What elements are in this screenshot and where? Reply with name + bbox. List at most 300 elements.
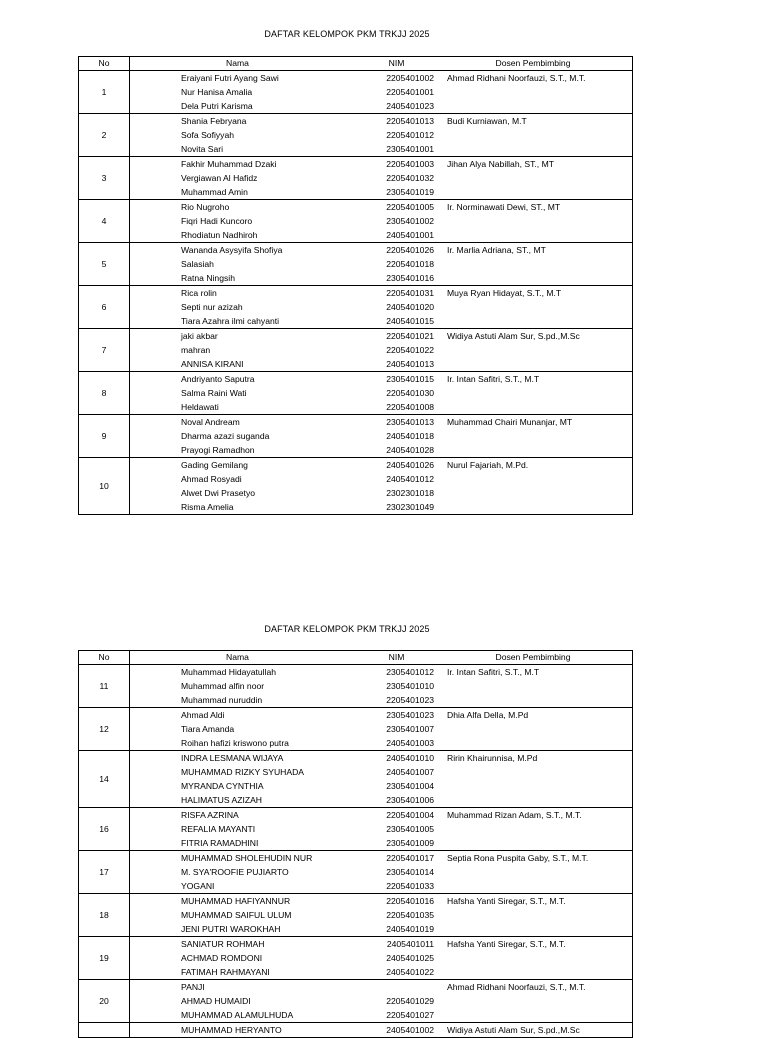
member-name — [130, 822, 346, 836]
member-nim: 2305401019 — [345, 185, 434, 200]
member-name — [130, 300, 346, 314]
table-row — [79, 214, 633, 228]
member-name-text: Vergiawan Al Hafidz — [181, 173, 258, 183]
member-name-text: HALIMATUS AZIZAH — [181, 795, 263, 805]
table-row — [79, 836, 633, 851]
member-name-text: Muhammad alfin noor — [181, 681, 265, 691]
table-row — [79, 372, 633, 387]
table-row — [79, 343, 633, 357]
member-nim: 2405401015 — [345, 314, 434, 329]
member-nim: 2305401015 — [386, 374, 434, 384]
member-nim: 2305401004 — [386, 781, 434, 791]
table-row — [79, 665, 633, 680]
table-row — [79, 865, 633, 879]
supervisor-cell-empty — [434, 214, 633, 228]
member-name — [130, 736, 346, 751]
member-name-text: PANJI — [181, 982, 205, 992]
member-name — [130, 879, 346, 894]
member-name — [130, 708, 346, 723]
table-row — [79, 329, 633, 344]
member-nim: 2205401017 — [386, 853, 434, 863]
member-nim: 2405401013 — [345, 357, 434, 372]
member-name — [130, 142, 346, 157]
member-nim: 2305401023 — [386, 710, 434, 720]
member-nim: 2305401007 — [386, 724, 434, 734]
table-row — [79, 400, 633, 415]
group-number: 17 — [79, 851, 130, 894]
table-row — [79, 486, 633, 500]
member-name-text: MUHAMMAD HAFIYANNUR — [181, 896, 291, 906]
group-number: 5 — [79, 243, 130, 286]
member-nim: 2405401026 — [386, 460, 434, 470]
member-nim: 2305401012 — [386, 667, 434, 677]
table-row — [79, 500, 633, 515]
member-nim: 2405401023 — [345, 99, 434, 114]
member-name — [130, 836, 346, 851]
member-nim: 2205401013 — [386, 116, 434, 126]
header-no: No — [79, 57, 130, 71]
member-name-text: Rhodiatun Nadhiroh — [181, 230, 258, 240]
supervisor-cell-empty — [434, 85, 633, 99]
member-name-text: MUHAMMAD SHOLEHUDIN NUR — [181, 853, 313, 863]
table-row — [79, 286, 633, 301]
group-number — [79, 1023, 130, 1038]
table-row — [79, 114, 633, 129]
supervisor-cell-empty — [434, 908, 633, 922]
table-row — [79, 851, 633, 866]
member-name — [130, 357, 346, 372]
member-name-text: Wananda Asysyifa Shofiya — [181, 245, 283, 255]
member-nim: 2205401002 — [386, 73, 434, 83]
member-nim: 2205401035 — [386, 910, 434, 920]
table-row — [79, 808, 633, 823]
supervisor-cell-empty — [434, 128, 633, 142]
table-row — [79, 243, 633, 258]
member-name-text: AHMAD HUMAIDI — [181, 996, 251, 1006]
member-name-text: Dela Putri Karisma — [181, 101, 253, 111]
member-name — [130, 372, 346, 387]
group-number: 18 — [79, 894, 130, 937]
member-name — [130, 271, 346, 286]
table-row — [79, 922, 633, 937]
member-name-text: ANNISA KIRANI — [181, 359, 244, 369]
member-name-text: ACHMAD ROMDONI — [181, 953, 263, 963]
supervisor-cell-empty — [434, 779, 633, 793]
group-number: 16 — [79, 808, 130, 851]
supervisor-name: Ir. Intan Safitri, S.T., M.T — [434, 665, 633, 680]
member-name — [130, 114, 346, 129]
member-nim: 2305401010 — [386, 681, 434, 691]
member-name-text: Tiara Amanda — [181, 724, 235, 734]
member-name — [130, 171, 346, 185]
member-nim: 2302301049 — [345, 500, 434, 515]
member-nim: 2405401011 — [386, 939, 434, 949]
member-nim: 2205401033 — [345, 879, 434, 894]
member-name-text: Andriyanto Saputra — [181, 374, 255, 384]
header-nama: Nama — [130, 651, 346, 665]
member-name-text: YOGANI — [181, 881, 215, 891]
member-nim: 2305401001 — [345, 142, 434, 157]
member-name — [130, 243, 346, 258]
member-name — [130, 693, 346, 708]
member-name-text: FITRIA RAMADHINI — [181, 838, 259, 848]
supervisor-name: Muhammad Rizan Adam, S.T., M.T. — [434, 808, 633, 823]
supervisor-cell-empty — [434, 793, 633, 808]
member-name-text: Rio Nugroho — [181, 202, 230, 212]
member-nim: 2302301018 — [386, 488, 434, 498]
table-row — [79, 765, 633, 779]
member-nim: 2405401007 — [386, 767, 434, 777]
member-name-text: SANIATUR ROHMAH — [181, 939, 265, 949]
member-name — [130, 965, 346, 980]
supervisor-cell-empty — [434, 822, 633, 836]
member-name-text: Ahmad Rosyadi — [181, 474, 242, 484]
supervisor-cell-empty — [434, 765, 633, 779]
table-header-row — [79, 651, 633, 665]
supervisor-cell-empty — [434, 994, 633, 1008]
table-row — [79, 965, 633, 980]
supervisor-cell-empty — [434, 343, 633, 357]
supervisor-cell-empty — [434, 922, 633, 937]
member-name — [130, 1008, 346, 1023]
supervisor-cell-empty — [434, 429, 633, 443]
supervisor-name: Hafsha Yanti Siregar, S.T., M.T. — [434, 937, 633, 952]
member-nim: 2405401019 — [345, 922, 434, 937]
table-row — [79, 458, 633, 473]
table-row — [79, 980, 633, 995]
member-name-text: Prayogi Ramadhon — [181, 445, 255, 455]
table-row — [79, 228, 633, 243]
table-row — [79, 1023, 633, 1038]
table-1-title: DAFTAR KELOMPOK PKM TRKJJ 2025 — [264, 29, 430, 39]
supervisor-cell-empty — [434, 951, 633, 965]
supervisor-cell-empty — [434, 722, 633, 736]
table-row — [79, 679, 633, 693]
supervisor-cell-empty — [434, 386, 633, 400]
header-nama: Nama — [130, 57, 346, 71]
member-nim: 2205401012 — [386, 130, 434, 140]
table-row — [79, 736, 633, 751]
group-number: 9 — [79, 415, 130, 458]
table-2-section — [78, 650, 616, 1038]
table-row — [79, 708, 633, 723]
table-row — [79, 693, 633, 708]
supervisor-name: Ahmad Ridhani Noorfauzi, S.T., M.T. — [434, 980, 633, 995]
supervisor-cell-empty — [434, 271, 633, 286]
table-row — [79, 894, 633, 909]
member-name — [130, 980, 346, 995]
table-row — [79, 415, 633, 430]
table-row — [79, 793, 633, 808]
member-name — [130, 865, 346, 879]
member-nim: 2205401004 — [386, 810, 434, 820]
supervisor-cell-empty — [434, 257, 633, 271]
member-name-text: Tiara Azahra ilmi cahyanti — [181, 316, 280, 326]
supervisor-name: Ir. Marlia Adriana, ST., MT — [434, 243, 633, 258]
member-name — [130, 71, 346, 86]
supervisor-name: Dhia Alfa Della, M.Pd — [434, 708, 633, 723]
group-number: 7 — [79, 329, 130, 372]
member-name — [130, 922, 346, 937]
member-name-text: Salma Raini Wati — [181, 388, 247, 398]
member-nim: 2405401018 — [386, 431, 434, 441]
group-number: 8 — [79, 372, 130, 415]
table-row — [79, 429, 633, 443]
supervisor-cell-empty — [434, 357, 633, 372]
member-nim: 2405401020 — [386, 302, 434, 312]
group-number: 11 — [79, 665, 130, 708]
supervisor-name: Septia Rona Puspita Gaby, S.T., M.T. — [434, 851, 633, 866]
member-name — [130, 765, 346, 779]
member-nim: 2205401030 — [386, 388, 434, 398]
member-name-text: Fakhir Muhammad Dzaki — [181, 159, 277, 169]
member-nim: 2205401022 — [386, 345, 434, 355]
supervisor-cell-empty — [434, 693, 633, 708]
table-row — [79, 908, 633, 922]
member-nim: 2305401016 — [345, 271, 434, 286]
group-number: 4 — [79, 200, 130, 243]
member-name-text: Muhammad Hidayatullah — [181, 667, 277, 677]
member-name — [130, 286, 346, 301]
supervisor-name: Budi Kurniawan, M.T — [434, 114, 633, 129]
supervisor-cell-empty — [434, 865, 633, 879]
group-number: 6 — [79, 286, 130, 329]
member-name — [130, 214, 346, 228]
table-row — [79, 257, 633, 271]
member-name-text: RISFA AZRINA — [181, 810, 239, 820]
header-nim: NIM — [345, 651, 434, 665]
member-name-text: Heldawati — [181, 402, 219, 412]
member-nim: 2305401005 — [386, 824, 434, 834]
group-number: 19 — [79, 937, 130, 980]
supervisor-cell-empty — [434, 185, 633, 200]
member-name-text: Ratna Ningsih — [181, 273, 235, 283]
member-nim: 2405401012 — [386, 474, 434, 484]
supervisor-cell-empty — [434, 472, 633, 486]
member-name-text: MUHAMMAD HERYANTO — [181, 1025, 282, 1035]
header-nim: NIM — [345, 57, 434, 71]
member-name-text: MUHAMMAD SAIFUL ULUM — [181, 910, 292, 920]
supervisor-cell-empty — [434, 228, 633, 243]
member-name-text: jaki akbar — [181, 331, 218, 341]
group-number: 1 — [79, 71, 130, 114]
group-roster-table — [78, 56, 633, 515]
member-name — [130, 793, 346, 808]
supervisor-name: Ir. Norminawati Dewi, ST., MT — [434, 200, 633, 215]
table-row — [79, 157, 633, 172]
table-row — [79, 879, 633, 894]
member-name — [130, 128, 346, 142]
supervisor-name: Widiya Astuti Alam Sur, S.pd.,M.Sc — [434, 1023, 633, 1038]
table-row — [79, 357, 633, 372]
member-name-text: MUHAMMAD ALAMULHUDA — [181, 1010, 294, 1020]
table-row — [79, 937, 633, 952]
member-name-text: JENI PUTRI WAROKHAH — [181, 924, 281, 934]
member-name — [130, 157, 346, 172]
supervisor-cell-empty — [434, 836, 633, 851]
member-nim: 2205401031 — [386, 288, 434, 298]
member-nim: 2405401025 — [386, 953, 434, 963]
table-2-title: DAFTAR KELOMPOK PKM TRKJJ 2025 — [264, 624, 430, 634]
member-name — [130, 85, 346, 99]
supervisor-cell-empty — [434, 486, 633, 500]
supervisor-name: Hafsha Yanti Siregar, S.T., M.T. — [434, 894, 633, 909]
member-name — [130, 994, 346, 1008]
member-name — [130, 458, 346, 473]
table-row — [79, 751, 633, 766]
member-name — [130, 751, 346, 766]
member-name — [130, 951, 346, 965]
member-nim — [345, 980, 434, 995]
supervisor-name: Muhammad Chairi Munanjar, MT — [434, 415, 633, 430]
table-row — [79, 951, 633, 965]
member-nim: 2305401009 — [345, 836, 434, 851]
table-row — [79, 271, 633, 286]
table-row — [79, 779, 633, 793]
header-dosen: Dosen Pembimbing — [434, 651, 633, 665]
member-name — [130, 1023, 346, 1038]
supervisor-cell-empty — [434, 142, 633, 157]
member-nim: 2205401005 — [386, 202, 434, 212]
member-name — [130, 329, 346, 344]
member-name-text: Noval Andream — [181, 417, 240, 427]
member-name-text: Sofa Sofiyyah — [181, 130, 235, 140]
member-nim: 2205401016 — [386, 896, 434, 906]
member-name-text: Alwet Dwi Prasetyo — [181, 488, 256, 498]
member-name — [130, 808, 346, 823]
member-name — [130, 665, 346, 680]
table-header-row — [79, 57, 633, 71]
member-nim: 2205401023 — [345, 693, 434, 708]
member-name — [130, 386, 346, 400]
supervisor-name: Muya Ryan Hidayat, S.T., M.T — [434, 286, 633, 301]
supervisor-cell-empty — [434, 171, 633, 185]
supervisor-cell-empty — [434, 1008, 633, 1023]
member-name — [130, 894, 346, 909]
member-name — [130, 937, 346, 952]
table-row — [79, 185, 633, 200]
member-name — [130, 400, 346, 415]
member-name-text: Fiqri Hadi Kuncoro — [181, 216, 253, 226]
supervisor-cell-empty — [434, 99, 633, 114]
table-row — [79, 314, 633, 329]
member-nim: 2205401003 — [386, 159, 434, 169]
member-name — [130, 486, 346, 500]
table-row — [79, 171, 633, 185]
member-name-text: Shania Febryana — [181, 116, 247, 126]
member-nim: 2405401003 — [345, 736, 434, 751]
member-nim: 2405401001 — [345, 228, 434, 243]
supervisor-cell-empty — [434, 300, 633, 314]
group-number: 3 — [79, 157, 130, 200]
member-name-text: Septi nur azizah — [181, 302, 243, 312]
member-name-text: INDRA LESMANA WIJAYA — [181, 753, 284, 763]
table-row — [79, 128, 633, 142]
member-name — [130, 908, 346, 922]
header-no: No — [79, 651, 130, 665]
member-name-text: Novita Sari — [181, 144, 224, 154]
member-name-text: MUHAMMAD RIZKY SYUHADA — [181, 767, 305, 777]
member-nim: 2205401032 — [386, 173, 434, 183]
member-name — [130, 472, 346, 486]
table-row — [79, 85, 633, 99]
member-nim: 2205401026 — [386, 245, 434, 255]
supervisor-name: Ahmad Ridhani Noorfauzi, S.T., M.T. — [434, 71, 633, 86]
table-row — [79, 200, 633, 215]
member-name — [130, 779, 346, 793]
group-number: 2 — [79, 114, 130, 157]
supervisor-cell-empty — [434, 500, 633, 515]
member-nim: 2305401006 — [345, 793, 434, 808]
table-row — [79, 994, 633, 1008]
group-number: 12 — [79, 708, 130, 751]
table-row — [79, 99, 633, 114]
member-name-text: Ahmad Aldi — [181, 710, 225, 720]
member-name-text: Salasiah — [181, 259, 214, 269]
member-nim: 2205401001 — [386, 87, 434, 97]
supervisor-cell-empty — [434, 443, 633, 458]
member-nim: 2205401008 — [345, 400, 434, 415]
member-nim: 2205401027 — [345, 1008, 434, 1023]
supervisor-cell-empty — [434, 679, 633, 693]
group-roster-table — [78, 650, 633, 1038]
group-number: 10 — [79, 458, 130, 515]
member-name — [130, 343, 346, 357]
table-row — [79, 71, 633, 86]
header-dosen: Dosen Pembimbing — [434, 57, 633, 71]
member-nim: 2205401018 — [386, 259, 434, 269]
table-row — [79, 822, 633, 836]
table-row — [79, 722, 633, 736]
member-name-text: mahran — [181, 345, 211, 355]
supervisor-cell-empty — [434, 400, 633, 415]
supervisor-cell-empty — [434, 965, 633, 980]
supervisor-name: Widiya Astuti Alam Sur, S.pd.,M.Sc — [434, 329, 633, 344]
member-name — [130, 314, 346, 329]
member-name — [130, 500, 346, 515]
member-nim: 2405401010 — [386, 753, 434, 763]
member-name-text: M. SYA'ROOFIE PUJIARTO — [181, 867, 289, 877]
table-row — [79, 386, 633, 400]
member-name-text: MYRANDA CYNTHIA — [181, 781, 264, 791]
member-name — [130, 429, 346, 443]
member-nim: 2205401029 — [386, 996, 434, 1006]
table-row — [79, 300, 633, 314]
supervisor-cell-empty — [434, 314, 633, 329]
member-nim: 2405401028 — [345, 443, 434, 458]
member-name — [130, 679, 346, 693]
supervisor-name: Nurul Fajariah, M.Pd. — [434, 458, 633, 473]
member-nim: 2205401021 — [386, 331, 434, 341]
member-name — [130, 722, 346, 736]
member-name-text: Rica rolin — [181, 288, 217, 298]
member-name — [130, 185, 346, 200]
member-name — [130, 443, 346, 458]
member-name-text: Dharma azazi suganda — [181, 431, 270, 441]
member-nim: 2305401014 — [386, 867, 434, 877]
member-nim: 2305401013 — [386, 417, 434, 427]
member-name-text: Muhammad nuruddin — [181, 695, 263, 705]
member-name — [130, 257, 346, 271]
table-row — [79, 443, 633, 458]
member-name — [130, 99, 346, 114]
member-name — [130, 851, 346, 866]
supervisor-cell-empty — [434, 879, 633, 894]
member-name-text: Eraiyani Futri Ayang Sawi — [181, 73, 279, 83]
group-number: 20 — [79, 980, 130, 1023]
member-name-text: REFALIA MAYANTI — [181, 824, 256, 834]
supervisor-name: Ririn Khairunnisa, M.Pd — [434, 751, 633, 766]
